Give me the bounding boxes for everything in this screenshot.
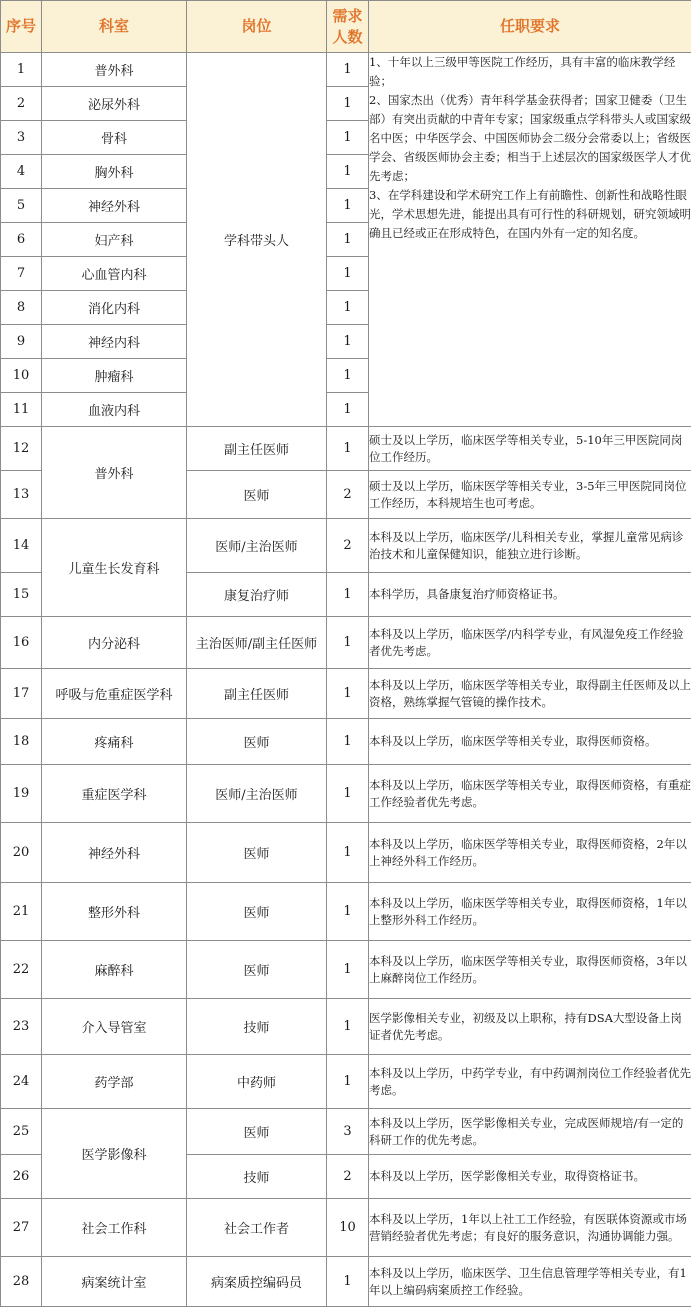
post-cell: 副主任医师 bbox=[187, 427, 327, 471]
post-cell: 中药师 bbox=[187, 1055, 327, 1109]
dept-cell: 神经内科 bbox=[42, 325, 187, 359]
header-dept: 科室 bbox=[42, 1, 187, 53]
seq-cell: 9 bbox=[1, 325, 42, 359]
seq-cell: 1 bbox=[1, 53, 42, 87]
post-cell: 技师 bbox=[187, 1155, 327, 1199]
req-cell: 本科及以上学历，临床医学/儿科相关专业，掌握儿童常见病诊治技术和儿童保健知识，能独立进行诊断。 bbox=[369, 519, 691, 573]
seq-cell: 3 bbox=[1, 121, 42, 155]
num-cell: 1 bbox=[327, 359, 369, 393]
dept-cell: 呼吸与危重症医学科 bbox=[42, 669, 187, 719]
req-cell: 硕士及以上学历，临床医学等相关专业，3-5年三甲医院同岗位工作经历，本科规培生也可考虑。 bbox=[369, 471, 691, 519]
num-cell: 1 bbox=[327, 257, 369, 291]
req-cell: 本科及以上学历，临床医学等相关专业，取得医师资格，1年以上整形外科工作经历。 bbox=[369, 883, 691, 941]
post-cell: 医师 bbox=[187, 1109, 327, 1155]
dept-cell: 普外科 bbox=[42, 427, 187, 519]
num-cell: 2 bbox=[327, 1155, 369, 1199]
dept-cell: 妇产科 bbox=[42, 223, 187, 257]
header-post: 岗位 bbox=[187, 1, 327, 53]
post-cell: 医师 bbox=[187, 883, 327, 941]
post-cell: 主治医师/副主任医师 bbox=[187, 617, 327, 669]
seq-cell: 2 bbox=[1, 87, 42, 121]
post-cell: 医师 bbox=[187, 471, 327, 519]
num-cell: 2 bbox=[327, 471, 369, 519]
req-cell: 本科及以上学历，临床医学等相关专业，取得副主任医师及以上资格，熟练掌握气管镜的操作技术。 bbox=[369, 669, 691, 719]
req-cell: 本科及以上学历，临床医学、卫生信息管理学等相关专业，有1年以上编码病案质控工作经验。 bbox=[369, 1257, 691, 1307]
num-cell: 1 bbox=[327, 573, 369, 617]
header-need-line2: 人数 bbox=[332, 28, 362, 46]
table-row bbox=[1, 1055, 691, 1109]
dept-cell: 病案统计室 bbox=[42, 1257, 187, 1307]
dept-cell: 胸外科 bbox=[42, 155, 187, 189]
seq-cell: 25 bbox=[1, 1109, 42, 1155]
num-cell: 1 bbox=[327, 87, 369, 121]
table-row bbox=[1, 883, 691, 941]
num-cell: 1 bbox=[327, 719, 369, 765]
req-cell: 本科及以上学历，临床医学等相关专业，取得医师资格，3年以上麻醉岗位工作经历。 bbox=[369, 941, 691, 999]
header-need bbox=[327, 1, 369, 53]
num-cell: 1 bbox=[327, 823, 369, 883]
table-row bbox=[1, 1199, 691, 1257]
num-cell: 1 bbox=[327, 1257, 369, 1307]
num-cell: 1 bbox=[327, 765, 369, 823]
post-cell: 医师/主治医师 bbox=[187, 765, 327, 823]
dept-cell: 重症医学科 bbox=[42, 765, 187, 823]
dept-cell: 神经外科 bbox=[42, 189, 187, 223]
post-cell: 技师 bbox=[187, 999, 327, 1055]
seq-cell: 26 bbox=[1, 1155, 42, 1199]
dept-cell: 神经外科 bbox=[42, 823, 187, 883]
dept-cell: 社会工作科 bbox=[42, 1199, 187, 1257]
seq-cell: 21 bbox=[1, 883, 42, 941]
seq-cell: 12 bbox=[1, 427, 42, 471]
table-row bbox=[1, 617, 691, 669]
dept-cell: 药学部 bbox=[42, 1055, 187, 1109]
dept-cell: 介入导管室 bbox=[42, 999, 187, 1055]
dept-cell: 血液内科 bbox=[42, 393, 187, 427]
table-row bbox=[1, 719, 691, 765]
req-cell: 1、十年以上三级甲等医院工作经历，具有丰富的临床教学经验； 2、国家杰出（优秀）青年科学基金获得者；国家卫健委（卫生部）有突出贡献的中青年专家；国家级重点学科带头人或国家级名中医；中华医学会、中国医师协会二级分会常委以上；省级医学会、省级医师协会主委；相当于上述层次的国家级医学人才优先考虑； 3、在学科建设和学术研究工作上有前瞻性、创新性和战略性眼光，学术思想先进，能提出具有可行性的科研规划，研究领域明确且已经或正在形成特色，在国内外有一定的知名度。 bbox=[369, 53, 691, 427]
num-cell: 1 bbox=[327, 325, 369, 359]
num-cell: 1 bbox=[327, 393, 369, 427]
seq-cell: 27 bbox=[1, 1199, 42, 1257]
table-row bbox=[1, 427, 691, 471]
num-cell: 1 bbox=[327, 291, 369, 325]
post-cell: 医师 bbox=[187, 719, 327, 765]
seq-cell: 18 bbox=[1, 719, 42, 765]
dept-cell: 消化内科 bbox=[42, 291, 187, 325]
req-cell: 本科及以上学历，医学影像相关专业，取得资格证书。 bbox=[369, 1155, 691, 1199]
dept-cell: 普外科 bbox=[42, 53, 187, 87]
table-row bbox=[1, 823, 691, 883]
seq-cell: 24 bbox=[1, 1055, 42, 1109]
num-cell: 1 bbox=[327, 189, 369, 223]
num-cell: 1 bbox=[327, 617, 369, 669]
post-cell: 社会工作者 bbox=[187, 1199, 327, 1257]
num-cell: 1 bbox=[327, 155, 369, 189]
num-cell: 3 bbox=[327, 1109, 369, 1155]
req-cell: 本科及以上学历，1年以上社工工作经验，有医联体资源或市场营销经验者优先考虑；有良好的服务意识，沟通协调能力强。 bbox=[369, 1199, 691, 1257]
table-row bbox=[1, 1257, 691, 1307]
dept-cell: 麻醉科 bbox=[42, 941, 187, 999]
seq-cell: 5 bbox=[1, 189, 42, 223]
table-row bbox=[1, 519, 691, 573]
header-seq: 序号 bbox=[1, 1, 42, 53]
seq-cell: 4 bbox=[1, 155, 42, 189]
req-cell: 本科及以上学历，医学影像相关专业，完成医师规培/有一定的科研工作的优先考虑。 bbox=[369, 1109, 691, 1155]
post-cell: 医师 bbox=[187, 941, 327, 999]
table-row bbox=[1, 941, 691, 999]
seq-cell: 20 bbox=[1, 823, 42, 883]
post-cell: 康复治疗师 bbox=[187, 573, 327, 617]
seq-cell: 28 bbox=[1, 1257, 42, 1307]
table-row bbox=[1, 1109, 691, 1155]
num-cell: 1 bbox=[327, 121, 369, 155]
num-cell: 1 bbox=[327, 53, 369, 87]
seq-cell: 17 bbox=[1, 669, 42, 719]
header-req: 任职要求 bbox=[369, 1, 691, 53]
seq-cell: 6 bbox=[1, 223, 42, 257]
num-cell: 10 bbox=[327, 1199, 369, 1257]
seq-cell: 8 bbox=[1, 291, 42, 325]
post-cell: 病案质控编码员 bbox=[187, 1257, 327, 1307]
dept-cell: 肿瘤科 bbox=[42, 359, 187, 393]
dept-cell: 泌尿外科 bbox=[42, 87, 187, 121]
seq-cell: 7 bbox=[1, 257, 42, 291]
header-row bbox=[1, 1, 691, 53]
num-cell: 1 bbox=[327, 883, 369, 941]
dept-cell: 儿童生长发育科 bbox=[42, 519, 187, 617]
post-cell: 医师 bbox=[187, 823, 327, 883]
post-cell: 副主任医师 bbox=[187, 669, 327, 719]
req-cell: 本科及以上学历，临床医学等相关专业，取得医师资格，2年以上神经外科工作经历。 bbox=[369, 823, 691, 883]
req-cell: 本科及以上学历，临床医学等相关专业，取得医师资格，有重症工作经验者优先考虑。 bbox=[369, 765, 691, 823]
post-cell: 医师/主治医师 bbox=[187, 519, 327, 573]
seq-cell: 19 bbox=[1, 765, 42, 823]
num-cell: 1 bbox=[327, 999, 369, 1055]
post-cell: 学科带头人 bbox=[187, 53, 327, 427]
dept-cell: 心血管内科 bbox=[42, 257, 187, 291]
seq-cell: 15 bbox=[1, 573, 42, 617]
table-row bbox=[1, 999, 691, 1055]
header-need-line1: 需求 bbox=[332, 7, 362, 25]
num-cell: 1 bbox=[327, 223, 369, 257]
dept-cell: 疼痛科 bbox=[42, 719, 187, 765]
seq-cell: 10 bbox=[1, 359, 42, 393]
table-row bbox=[1, 669, 691, 719]
num-cell: 1 bbox=[327, 941, 369, 999]
dept-cell: 骨科 bbox=[42, 121, 187, 155]
req-cell: 硕士及以上学历，临床医学等相关专业，5-10年三甲医院同岗位工作经历。 bbox=[369, 427, 691, 471]
req-cell: 医学影像相关专业，初级及以上职称，持有DSA大型设备上岗证者优先考虑。 bbox=[369, 999, 691, 1055]
table-row bbox=[1, 53, 691, 87]
req-cell: 本科及以上学历，临床医学等相关专业，取得医师资格。 bbox=[369, 719, 691, 765]
req-cell: 本科及以上学历，临床医学/内科学专业，有风湿免疫工作经验者优先考虑。 bbox=[369, 617, 691, 669]
seq-cell: 16 bbox=[1, 617, 42, 669]
seq-cell: 11 bbox=[1, 393, 42, 427]
dept-cell: 整形外科 bbox=[42, 883, 187, 941]
num-cell: 1 bbox=[327, 669, 369, 719]
dept-cell: 内分泌科 bbox=[42, 617, 187, 669]
seq-cell: 23 bbox=[1, 999, 42, 1055]
num-cell: 1 bbox=[327, 1055, 369, 1109]
req-cell: 本科学历，具备康复治疗师资格证书。 bbox=[369, 573, 691, 617]
req-cell: 本科及以上学历，中药学专业，有中药调剂岗位工作经验者优先考虑。 bbox=[369, 1055, 691, 1109]
dept-cell: 医学影像科 bbox=[42, 1109, 187, 1199]
seq-cell: 22 bbox=[1, 941, 42, 999]
num-cell: 1 bbox=[327, 427, 369, 471]
num-cell: 2 bbox=[327, 519, 369, 573]
seq-cell: 14 bbox=[1, 519, 42, 573]
table-row bbox=[1, 765, 691, 823]
seq-cell: 13 bbox=[1, 471, 42, 519]
